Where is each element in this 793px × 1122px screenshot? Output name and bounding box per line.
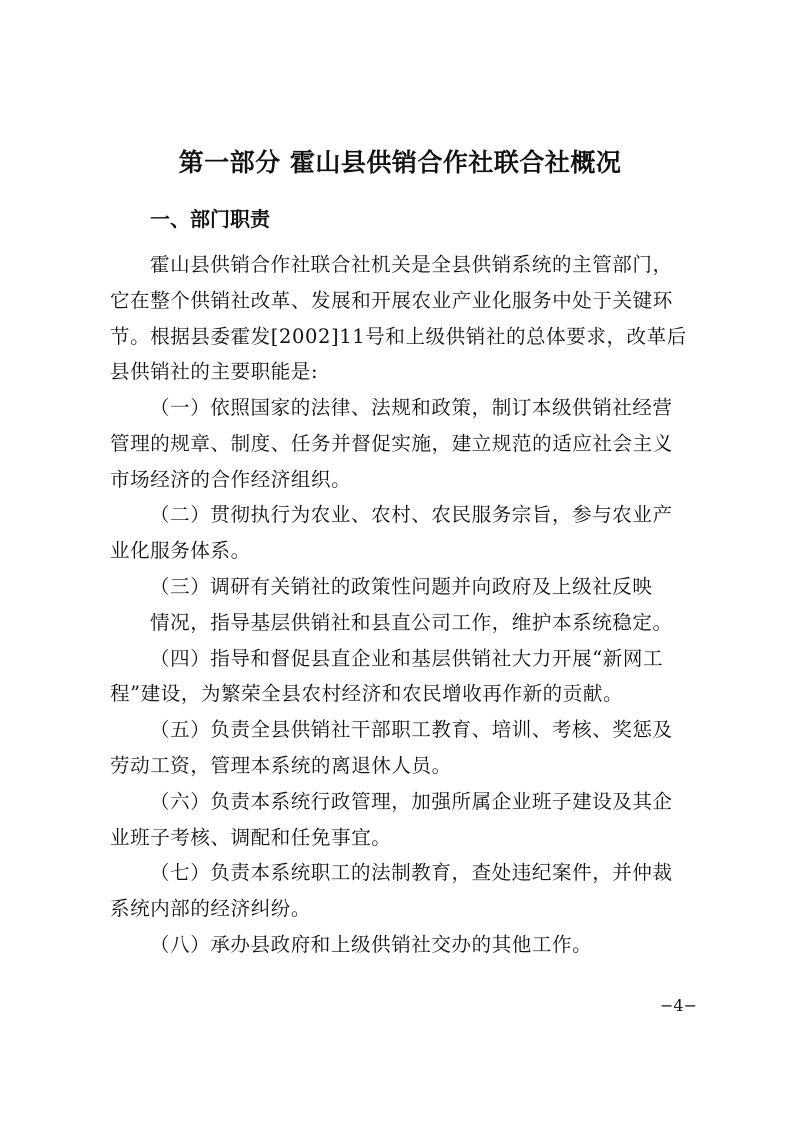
body-line-12: （四）指导和督促县直企业和基层供销社大力开展“新网工 [150,647,664,670]
body-line-14: （五）负责全县供销社干部职工教育、培训、考核、奖惩及 [150,718,673,741]
body-line-15: 劳动工资，管理本系统的离退休人员。 [110,754,452,777]
body-line-2: 它在整个供销社改革、发展和开展农业产业化服务中处于关键环 [110,289,673,312]
body-line-7: 市场经济的合作经济组织。 [110,468,352,491]
body-line-10: （三）调研有关销社的政策性问题并向政府及上级社反映 [150,575,653,598]
body-line-16: （六）负责本系统行政管理，加强所属企业班子建设及其企 [150,790,673,813]
body-line-11: 情况，指导基层供销社和县直公司工作，维护本系统稳定。 [150,611,673,634]
body-line-20: （八）承办县政府和上级供销社交办的其他工作。 [150,933,593,956]
body-line-5: （一）依照国家的法律、法规和政策，制订本级供销社经营 [150,396,673,419]
page-number: −4− [660,996,697,1015]
body-line-17: 业班子考核、调配和任免事宜。 [110,826,392,849]
body-line-19: 系统内部的经济纠纷。 [110,897,312,920]
body-line-6: 管理的规章、制度、任务并督促实施，建立规范的适应社会主义 [110,432,673,455]
body-line-1: 霍山县供销合作社联合社机关是全县供销系统的主管部门， [150,253,673,276]
body-line-8: （二）贯彻执行为农业、农村、农民服务宗旨，参与农业产 [150,503,673,526]
body-line-4: 县供销社的主要职能是: [110,360,319,383]
body-line-18: （七）负责本系统职工的法制教育，查处违纪案件，并仲裁 [150,861,673,884]
document-title: 第一部分 霍山县供销合作社联合社概况 [178,148,622,177]
body-line-3: 节。根据县委霍发[2002]11号和上级供销社的总体要求，改革后 [110,325,687,348]
body-line-13: 程”建设，为繁荣全县农村经济和农民增收再作新的贡献。 [110,682,624,705]
body-line-9: 业化服务体系。 [110,539,251,562]
section-heading: 一、部门职责 [150,207,270,231]
